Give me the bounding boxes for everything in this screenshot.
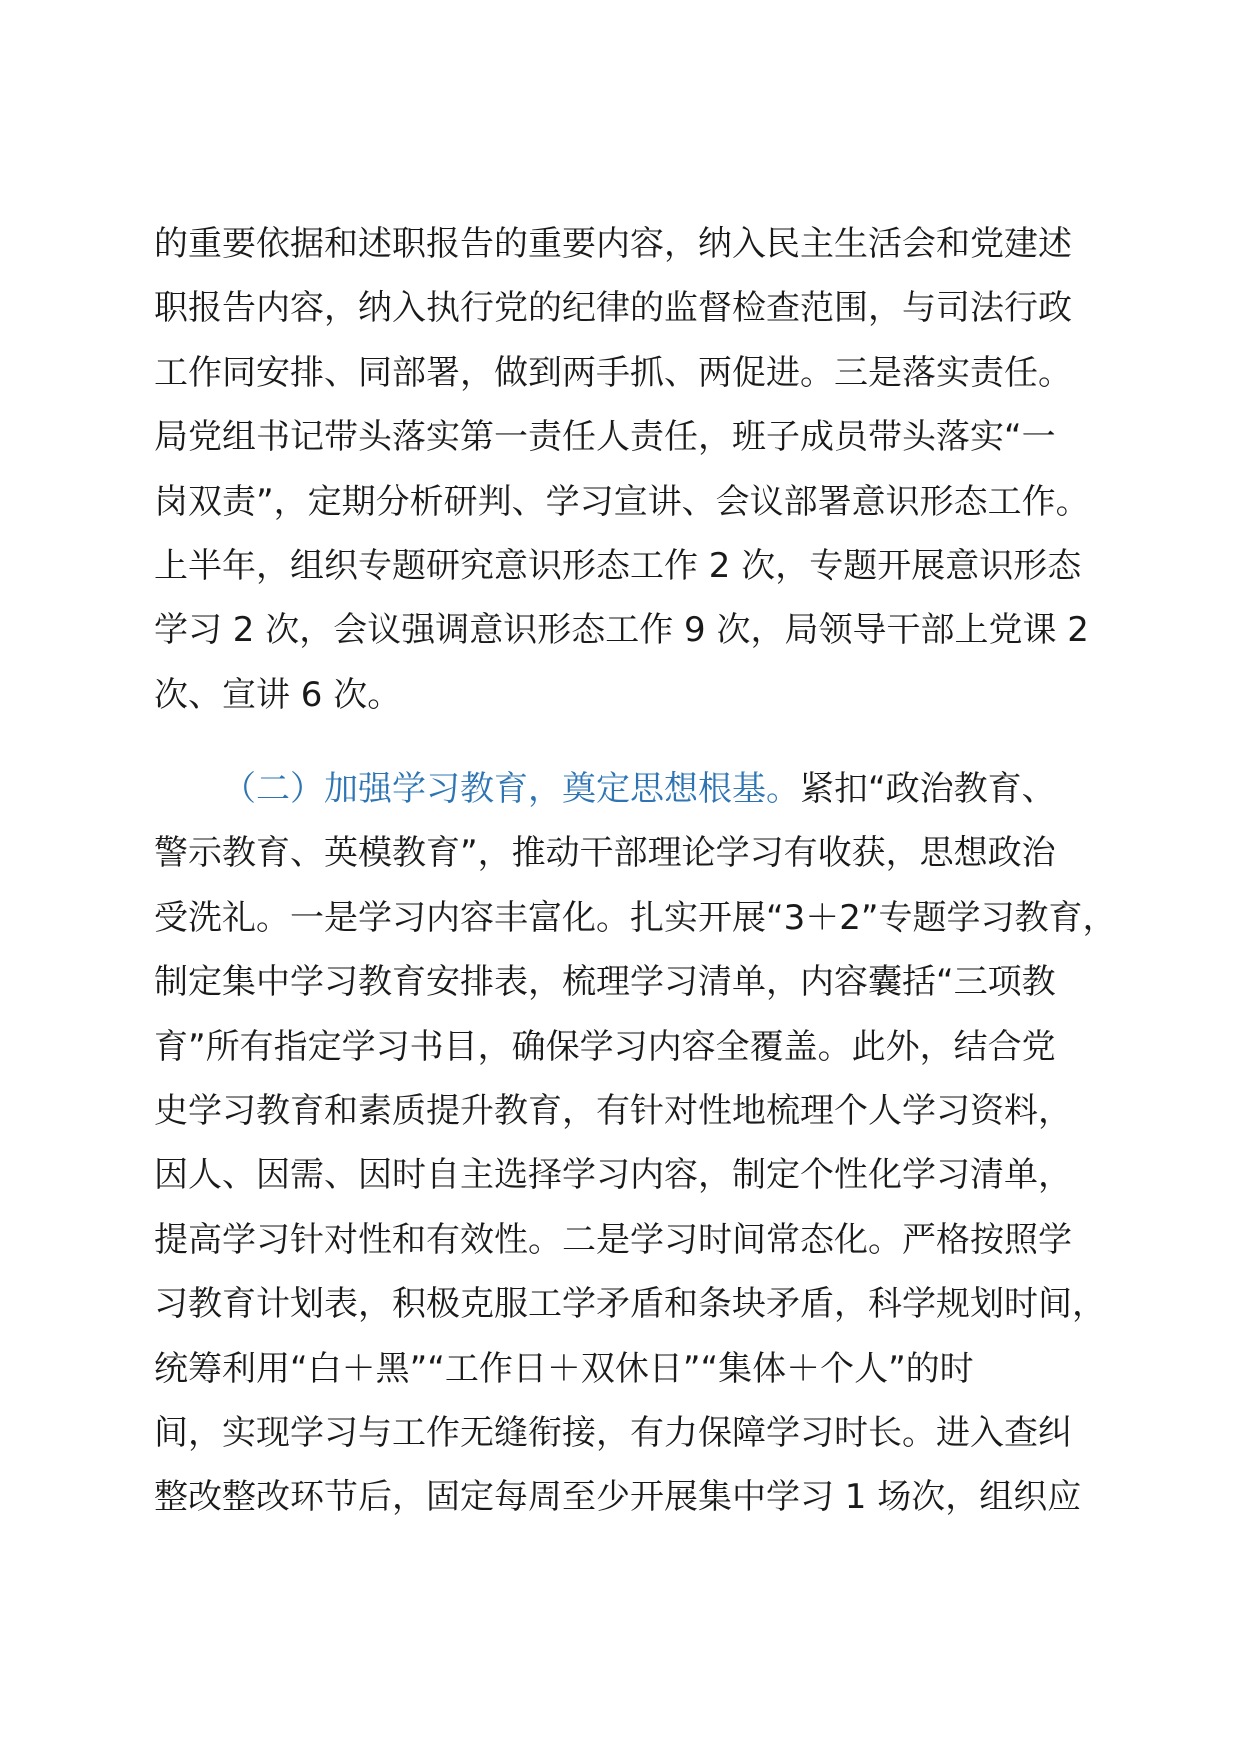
paragraph-line: 间，实现学习与工作无缝衔接，有力保障学习时长。进入查纠 [154,1412,1072,1453]
paragraph-line: 史学习教育和素质提升教育，有针对性地梳理个人学习资料， [154,1090,1072,1131]
paragraph-first-line-text: 紧扣“政治教育、 [800,769,1056,809]
paragraph-line: 上半年，组织专题研究意识形态工作 2 次，专题开展意识形态 [154,545,1082,586]
paragraph-line: 因人、因需、因时自主选择学习内容，制定个性化学习清单， [154,1155,1072,1196]
paragraph-line: 学习 2 次，会议强调意识形态工作 9 次，局领导干部上党课 2 [154,610,1089,651]
paragraph-line: 受洗礼。一是学习内容丰富化。扎实开展“3＋2”专题学习教育， [154,897,1117,938]
paragraph-line: 工作同安排、同部署，做到两手抓、两促进。三是落实责任。 [154,352,1072,393]
paragraph-line: 次、宣讲 6 次。 [154,674,402,715]
paragraph-line: 提高学习针对性和有效性。二是学习时间常态化。严格按照学 [154,1219,1072,1260]
paragraph-line: 职报告内容，纳入执行党的纪律的监督检查范围，与司法行政 [154,288,1072,329]
section-heading: （二）加强学习教育，奠定思想根基。 [222,769,800,809]
paragraph-first-line [154,757,1100,821]
paragraph-line: 育”所有指定学习书目，确保学习内容全覆盖。此外，结合党 [154,1026,1056,1067]
paragraph-line: 警示教育、英模教育”，推动干部理论学习有收获，思想政治 [154,833,1056,874]
paragraph-line: 岗双责”，定期分析研判、学习宣讲、会议部署意识形态工作。 [154,481,1090,522]
paragraph-line: 局党组书记带头落实第一责任人责任，班子成员带头落实“一 [154,417,1056,458]
paragraph-1 [154,212,1100,727]
paragraph-line: 的重要依据和述职报告的重要内容，纳入民主生活会和党建述 [154,224,1072,264]
paragraph-line: 习教育计划表，积极克服工学矛盾和条块矛盾，科学规划时间， [154,1284,1106,1325]
paragraph-line: 统筹利用“白＋黑”“工作日＋双休日”“集体＋个人”的时 [154,1348,974,1389]
paragraph-line: 制定集中学习教育安排表，梳理学习清单，内容囊括“三项教 [154,962,1056,1003]
paragraph-line: 整改整改环节后，固定每周至少开展集中学习 1 场次，组织应 [154,1477,1082,1518]
paragraph-2 [154,757,1117,1530]
